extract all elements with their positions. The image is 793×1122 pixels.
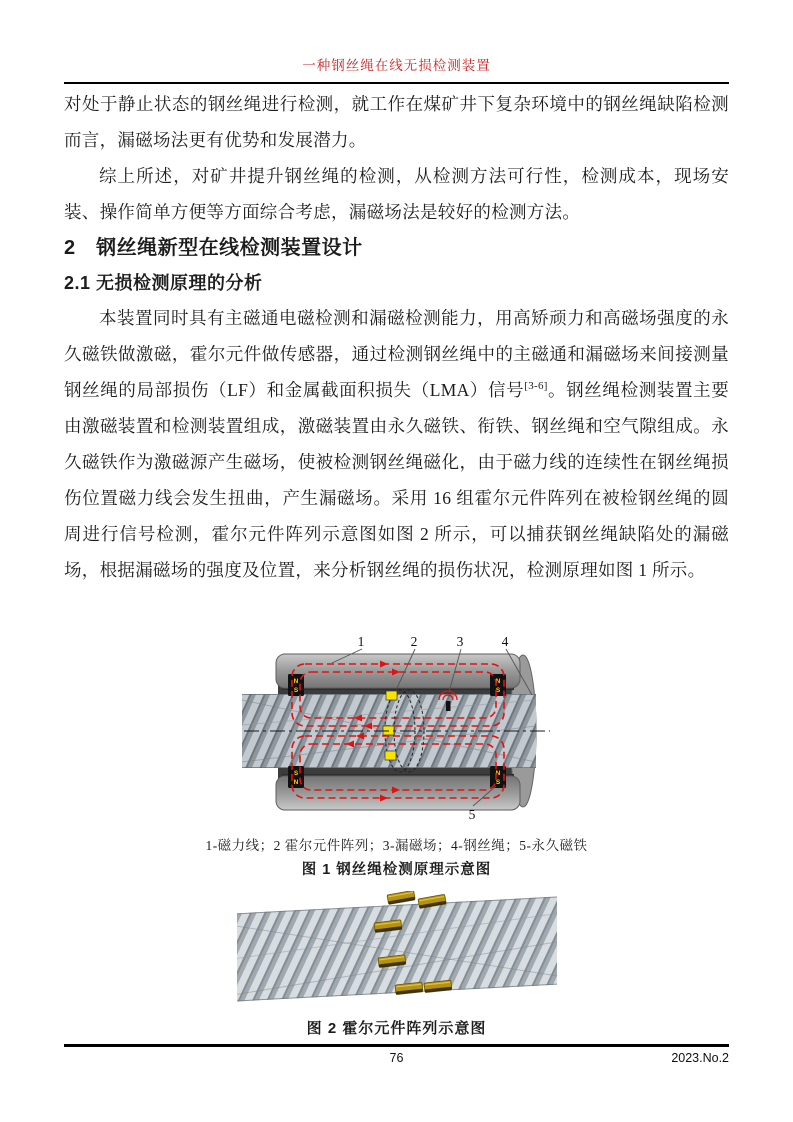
hall-element: [386, 691, 397, 700]
section-2-heading: 2 钢丝绳新型在线检测装置设计: [64, 237, 363, 259]
figures-section: [0, 630, 793, 1038]
figure1-label-1: 1: [357, 634, 364, 649]
paragraph-1: 对处于静止状态的钢丝绳进行检测，就工作在煤矿井下复杂环境中的钢丝绳缺陷检测而言，漏磁场法更有优势和发展潜力。: [64, 94, 729, 150]
figure-1-caption: 图 1 钢丝绳检测原理示意图: [301, 862, 492, 878]
figure1-label-2: 2: [410, 634, 417, 649]
figure1-label-3: 3: [456, 634, 463, 649]
footer-row: [64, 1047, 729, 1065]
pole-label-s: S: [495, 687, 500, 694]
citation-ref: [3-6]: [524, 380, 548, 393]
pole-label-n: N: [293, 678, 298, 685]
paragraph-2: 综上所述，对矿井提升钢丝绳的检测，从检测方法可行性，检测成本，现场安装、操作简单方便等方面综合考虑，漏磁场法是较好的检测方法。: [64, 166, 729, 222]
figure-1-legend: 1-磁力线；2 霍尔元件阵列；3-漏磁场；4-钢丝绳；5-永久磁铁: [205, 838, 588, 853]
hall-element: [385, 751, 396, 760]
figure-2-caption: 图 2 霍尔元件阵列示意图: [306, 1020, 487, 1037]
figure1-label-5: 5: [468, 807, 475, 822]
figure1-label-4: 4: [501, 634, 508, 649]
page-header: [64, 54, 729, 84]
section-2-1-heading: 2.1 无损检测原理的分析: [64, 273, 263, 293]
figure-2-hall-array-diagram: [237, 891, 557, 1009]
issue-number: 2023.No.2: [671, 1051, 729, 1065]
yoke-shell-bottom: [276, 776, 520, 810]
page-number: 76: [389, 1051, 404, 1065]
pole-label-n: N: [293, 779, 298, 786]
pole-label-n: N: [495, 770, 500, 777]
figure-2-wrapper: [0, 891, 793, 1038]
figure-1-detection-principle-diagram: [242, 630, 552, 828]
pole-label-s: S: [495, 779, 500, 786]
yoke-shell-top: [276, 654, 520, 688]
paragraph-3: [64, 300, 729, 588]
paragraph-3-text-cont: 。钢丝绳检测装置主要由激磁装置和检测装置组成，激磁装置由永久磁铁、衔铁、钢丝绳和空气隙组成。永久磁铁作为激磁源产生磁场，使被检测钢丝绳磁化，由于磁力线的连续性在钢丝绳损伤位置磁力线会发生扭曲，产生漏磁场。采用 16 组霍尔元件阵列在被检钢丝绳的圆周进行信号检测，霍尔元件阵列示意图如图 2 所示，可以捕获钢丝绳缺陷处的漏磁场，根据漏磁场的强度及位置，来分析钢丝绳的损伤状况，检测原理如图 1 所示。: [64, 380, 729, 580]
pole-label-s: S: [293, 687, 298, 694]
running-title: 一种钢丝绳在线无损检测装置: [302, 58, 491, 73]
paragraph-3-text: 本装置同时具有主磁通电磁检测和漏磁检测能力，用高矫顽力和高磁场强度的永久磁铁做激磁，霍尔元件做传感器，通过检测钢丝绳中的主磁通和漏磁场来间接测量钢丝绳的局部损伤（LF）和金属截面积损失（LMA）信号: [64, 308, 729, 400]
pole-label-n: N: [495, 678, 500, 685]
hall-chip: [387, 891, 415, 905]
body-content: [64, 86, 729, 588]
page-footer: [64, 1044, 729, 1065]
pole-label-s: S: [293, 770, 298, 777]
